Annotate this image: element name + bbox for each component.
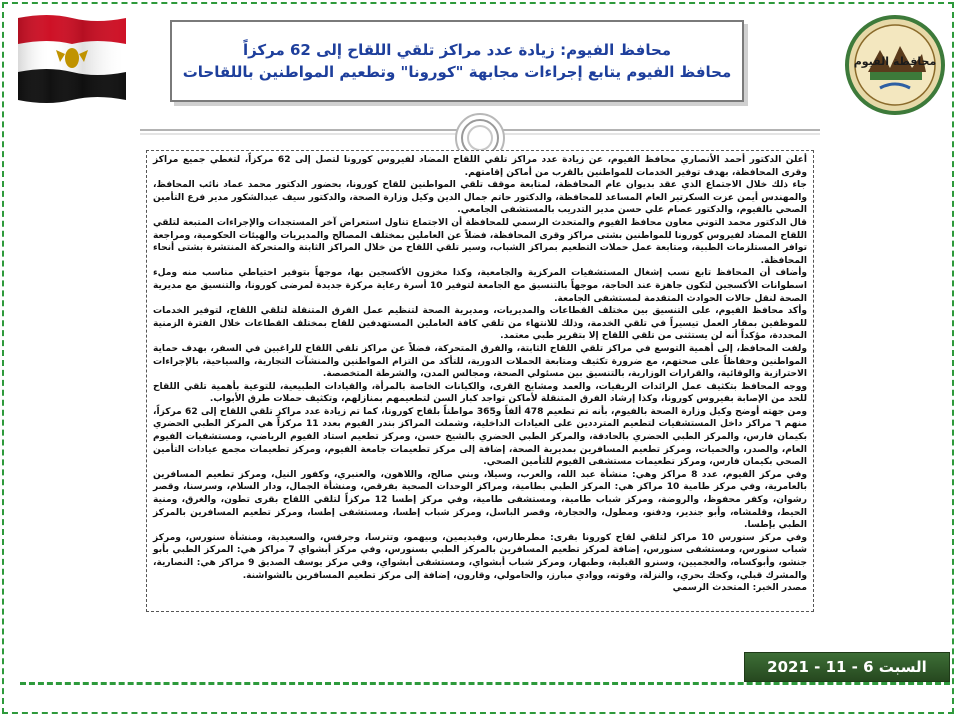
headline-secondary: محافظ الفيوم يتابع إجراءات مجابهة "كورونا" وتطعيم المواطنين باللقاحات [182, 63, 732, 81]
date-badge: السبت 6 - 11 - 2021 [744, 652, 950, 682]
article-paragraph: وفي مركز الفيوم، عدد 8 مراكز وهي: منشأة عبد الله، والعرب، وسيلا، وبني صالح، واللاهون، والعنبري، وكفور النيل، ومركز تطعيم المسافرين بالعامرية، وفي مركز طامية 10 مراكز هي: المركز الطبي بطامية، ومراكز الوحدات الصحية بفرقص، ومنشأة الجمال، ودار السلام، وسرسنا، وقصر رشوان، وكفر محفوظ، والروضة، ومركز شباب طامية، ومستشفى طامية، وفي مركز إطسا 12 مركزاً لتلقي اللقاح بقرى تطون، والغرق، ومنية الحيط، وقلمشاه، وأبو جندير، ودفنو، ومطول، والحجارة، وقصر الباسل، ومركز شباب إطسا، ومستشفى إطسا، ومركز تطعيم المسافرين بالمركز الطبي بإطسا. [153, 469, 807, 531]
article-paragraph: جاء ذلك خلال الاجتماع الذي عقد بديوان عام المحافظة، لمتابعة موقف تلقي المواطنين للقاح كورونا، بحضور الدكتور محمد عماد نائب المحافظ، والمهندس أيمن عزت السكرتير العام المساعد للمحافظة، والدكتور حاتم جمال الدين وكيل وزارة الصحة، والدكتور سيف عبدالشكور مدير فرع التأمين الصحي بالفيوم، والدكتور عصام علي حسن مدير التدريب بالمستشفى الجامعي. [153, 180, 807, 216]
title-box [170, 20, 744, 102]
article-paragraph: وفي مركز سنورس 10 مراكز لتلقي لقاح كورونا بقرى: مطرطارس، وفيديمين، وبيهمو، وتترسا، وجرفس، والسعيدية، ومنشأة سنورس، ومركز شباب سنورس، ومستشفى سنورس، إضافة لمركز تطعيم المسافرين بالمركز الطبي بسنورس، وفي مركز أبشواي 7 مراكز هي: المركز الطبي بأبو جنشو، وأبوكساه، والعجميين، وسنرو القبلية، وطبهار، ومركز شباب أبشواي، ومستشفى أبشواي، وفي مركز يوسف الصديق 9 مراكز هي: النصارية، والمشرك قبلي، وكحك بحري، والنزلة، وقوته، ووادي مبارز، والحامولي، وقارون، إضافة إلى مركز تطعيم المسافرين بالشواشنة. [153, 532, 808, 581]
article-paragraph: أعلن الدكتور أحمد الأنصاري محافظ الفيوم، عن زيادة عدد مراكز تلقي اللقاح المضاد لفيروس كورونا لتصل إلى 62 مركزاً، لتغطي جميع مراكز وقرى المحافظة، بهدف توفير الخدمات للمواطنين بالقرب من أماكن إقامتهم. [153, 155, 807, 178]
footer-divider [20, 682, 950, 691]
article-paragraph: ومن جهته أوضح وكيل وزارة الصحة بالفيوم، بأنه تم تطعيم 478 ألفاً و365 مواطناً بلقاح كورونا، كما تم زيادة عدد مراكز تلقي اللقاح إلى 62 مركزاً، منهم ٦ مراكز داخل المستشفيات لتطعيم المترددين على العيادات الداخلية، وشملت المراكز بندر الفيوم بعدد 11 مركزاً هي المركز الطبي الحضري بكيمان فارس، والمركز الطبي الحضري بالحادقة، والمركز الطبي الحضري بالشيخ حسن، ومركز تطعيم استاد الفيوم الرياضي، ومستشفيات الفيوم العام، والصدر، والحميات، ومركز تطعيم المسافرين بمديرية الصحة، إضافة إلى مركز تطعيمات جامعة الفيوم، ومركز تطعيمات مجمع عيادات التأمين الصحي بكيمان فارس، ومركز تطعيمات مستشفى الفيوم للتأمين الصحي. [153, 406, 807, 468]
article-paragraph: وأكد محافظ الفيوم، على التنسيق بين مختلف القطاعات والمديريات، ومديرية الصحة لتنظيم عمل الفرق المتنقلة لتلقي اللقاح، لتوفير الخدمات للموظفين بمقار العمل تيسيراً في تلقي الخدمة، وذلك للانتهاء من تلقي كافة العاملين المستهدفين للقاح بمختلف القطاعات خلال الفترة الزمنية المحددة، مؤكداً أنه لن يستثنى من تلقي اللقاح إلا بتقرير طبي معتمد. [153, 306, 807, 342]
article-paragraph: ووجه المحافظ بتكثيف عمل الرائدات الريفيات، والعمد ومشايخ القرى، والكيانات الخاصة بالمرأة، والقيادات الطبيعية، للتوعية بأهمية تلقي اللقاح للحد من الإصابة بفيروس كورونا، وكذا إرشاد الفرق المتنقلة لأماكن تواجد كبار السن لتطعيمهم بمنازلهم، وتكثيف حملات طرق الأبواب. [153, 381, 807, 405]
news-source: مصدر الخبر: المتحدث الرسمي [672, 583, 807, 594]
logo-text: محافظة الفيوم [853, 55, 937, 68]
article-body [146, 150, 814, 612]
article-paragraph: قال الدكتور محمد التوني معاون محافظ الفيوم والمتحدث الرسمي للمحافظة أن الاجتماع تناول استعراض آخر المستجدات والإجراءات المتبعة لتلقي اللقاح المضاد لفيروس كورونا للمواطنين بشتى مراكز وقرى المحافظة، فضلاً عن العاملين بمختلف المصالح والمديريات والهيئات الحكومية، ومراجعة توافر المستلزمات الطبية، ومتابعة عمل حملات التطعيم بمراكز الشباب، وسير تلقي اللقاح من خلال المراكز الثابتة والمتحركة المنتشرة بشتى أنحاء المحافظة. [153, 217, 807, 266]
article-paragraph: ولفت المحافظ، إلى أهمية التوسع في مراكز تلقي اللقاح الثابتة، والفرق المتحركة، فضلاً عن مراكز تلقي اللقاح للراغبين في السفر، بهدف حماية المواطنين وحفاظاً على صحتهم، مع ضرورة تكثيف ومتابعة الحملات الدورية، للتأكد من التزام المواطنين والمنشآت التجارية، والسياحية، بالإجراءات الاحترازية والوقائية، والقرارات الوزارية، بالتنسيق بين مسئولي الصحة، ومجالس المدن، والشرطة المتخصصة. [153, 343, 807, 380]
article-paragraph: وأضاف أن المحافظ تابع نسب إشغال المستشفيات المركزية والجامعية، وكذا مخزون الأكسجين بها، موجهاً بتوفير احتياطي مناسب منه وملء اسطوانات الأكسجين لتكون جاهزة عند الحاجة، موجهاً بالتنسيق مع الجامعة لتوفير 10 أسرة رعاية مركزة جديدة لمرضى كورونا، والتنسيق مع مديرية الصحة لنقل حالات الحوادث المتقدمة لمستشفى الجامعة. [153, 268, 807, 304]
egypt-flag-icon [12, 10, 132, 110]
headline-primary: محافظ الفيوم: زيادة عدد مراكز تلقي اللقاح إلى 62 مركزاً [242, 41, 672, 59]
fayoum-governorate-logo-icon [840, 10, 950, 120]
